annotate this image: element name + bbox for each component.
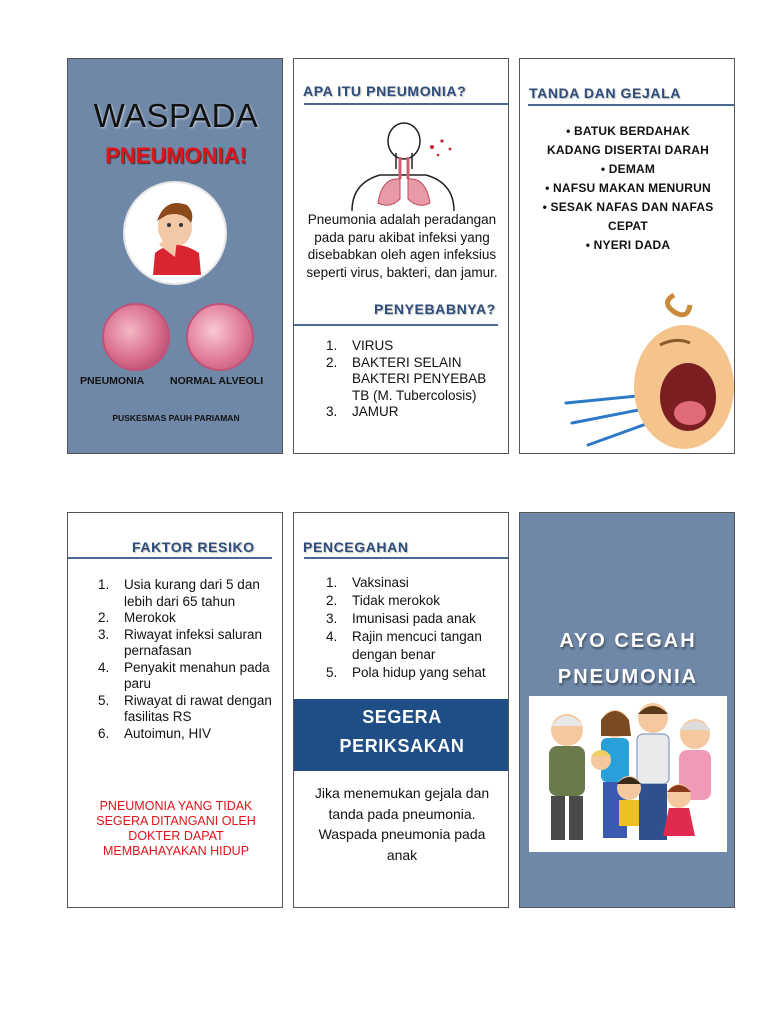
slogan-line-2: PNEUMONIA [557,666,699,688]
symptoms-rule [528,104,735,106]
note-line: anak [386,846,418,863]
risk-item: 6. Autoimun, HIV [98,725,212,741]
symptom-item: • NAFSU MAKAN MENURUN [545,181,711,195]
description-line: seperti virus, bakteri, dan jamur. [306,264,498,280]
note-line: Waspada pneumonia pada [318,826,486,842]
check-up-banner [294,699,509,771]
cover-subtitle: PNEUMONIA! [105,143,247,168]
symptom-item: • SESAK NAFAS DAN NAFAS [542,200,714,214]
lungs-illustration [342,119,464,216]
note-line: Jika menemukan gejala dan [314,785,490,801]
description-line: disebabkan oleh agen infeksius [307,247,497,262]
causes-list [322,338,502,421]
causes-heading: PENYEBABNYA? [374,301,496,317]
symptom-item: • NYERI DADA [585,238,671,252]
warning-line: DOKTER DAPAT [128,829,224,843]
back-cover-panel [519,512,735,908]
risk-item: 4. Penyakit menahun pada paru [98,659,270,691]
cause-item: 3. JAMUR [326,404,399,419]
risk-rule [68,557,272,559]
symptoms-list [520,122,735,255]
symptom-item: • BATUK BERDAHAK [566,124,690,138]
cover-panel [67,58,283,454]
cover-title: WASPADA [93,97,259,134]
warning-line: MEMBAHAYAKAN HIDUP [102,844,250,858]
prevention-item: 5. Pola hidup yang sehat [326,665,486,680]
prevention-item: 3. Imunisasi pada anak [326,611,476,626]
normal-alveoli-label: NORMAL ALVEOLI [170,375,264,387]
family-illustration [529,696,727,852]
pneumonia-alveoli-image [102,303,170,371]
risk-item: 5. Riwayat di rawat dengan fasilitas RS [98,692,272,724]
symptom-item: CEPAT [608,219,648,233]
prevention-panel [293,512,509,908]
puskesmas-footer: PUSKESMAS PAUH PARIAMAN [112,413,240,423]
what-is-heading: APA ITU PNEUMONIA? [303,83,467,99]
heading-rule [304,103,509,105]
pneumonia-label: PNEUMONIA [80,375,145,387]
banner-line: SEGERA [362,707,442,727]
prevention-heading: PENCEGAHAN [303,539,409,555]
note-line: tanda pada pneumonia. [328,805,476,822]
pneumonia-description [294,211,509,281]
prevention-item: 1. Vaksinasi [326,575,409,590]
symptom-item: • DEMAM [600,162,656,176]
risk-factors-list [94,577,276,742]
prevention-rule [304,557,509,559]
risk-item: 2. Merokok [98,610,176,625]
prevention-item: 2. Tidak merokok [326,593,441,608]
warning-line: PNEUMONIA YANG TIDAK [99,799,253,813]
warning-line: SEGERA DITANGANI OLEH [96,814,256,828]
description-line: Pneumonia adalah peradangan [307,212,497,227]
cause-item: 1. VIRUS [326,338,394,353]
symptoms-heading: TANDA DAN GEJALA [529,85,681,101]
check-up-note [294,783,509,865]
banner-line: PERIKSAKAN [339,736,465,756]
danger-warning [80,799,272,859]
risk-factors-heading: FAKTOR RESIKO [132,539,255,555]
coughing-baby-illustration [564,285,734,454]
description-line: pada paru akibat infeksi yang [314,229,490,245]
prevention-list [322,574,504,682]
normal-alveoli-image [186,303,254,371]
symptoms-panel [519,58,735,454]
risk-factors-panel [67,512,283,908]
prevention-item: 4. Rajin mencuci tangan dengan benar [326,629,482,662]
causes-rule [294,324,498,326]
symptom-item: KADANG DISERTAI DARAH [547,143,709,157]
what-is-pneumonia-panel [293,58,509,454]
coughing-person-illustration [123,181,227,285]
slogan-line-1: AYO CEGAH [559,630,697,652]
risk-item: 3. Riwayat infeksi saluran pernafasan [98,626,263,658]
cause-item: 2. BAKTERI SELAIN BAKTERI PENYEBAB TB (M. Tubercolosis) [326,354,487,403]
risk-item: 1. Usia kurang dari 5 dan lebih dari 65 tahun [98,577,260,609]
